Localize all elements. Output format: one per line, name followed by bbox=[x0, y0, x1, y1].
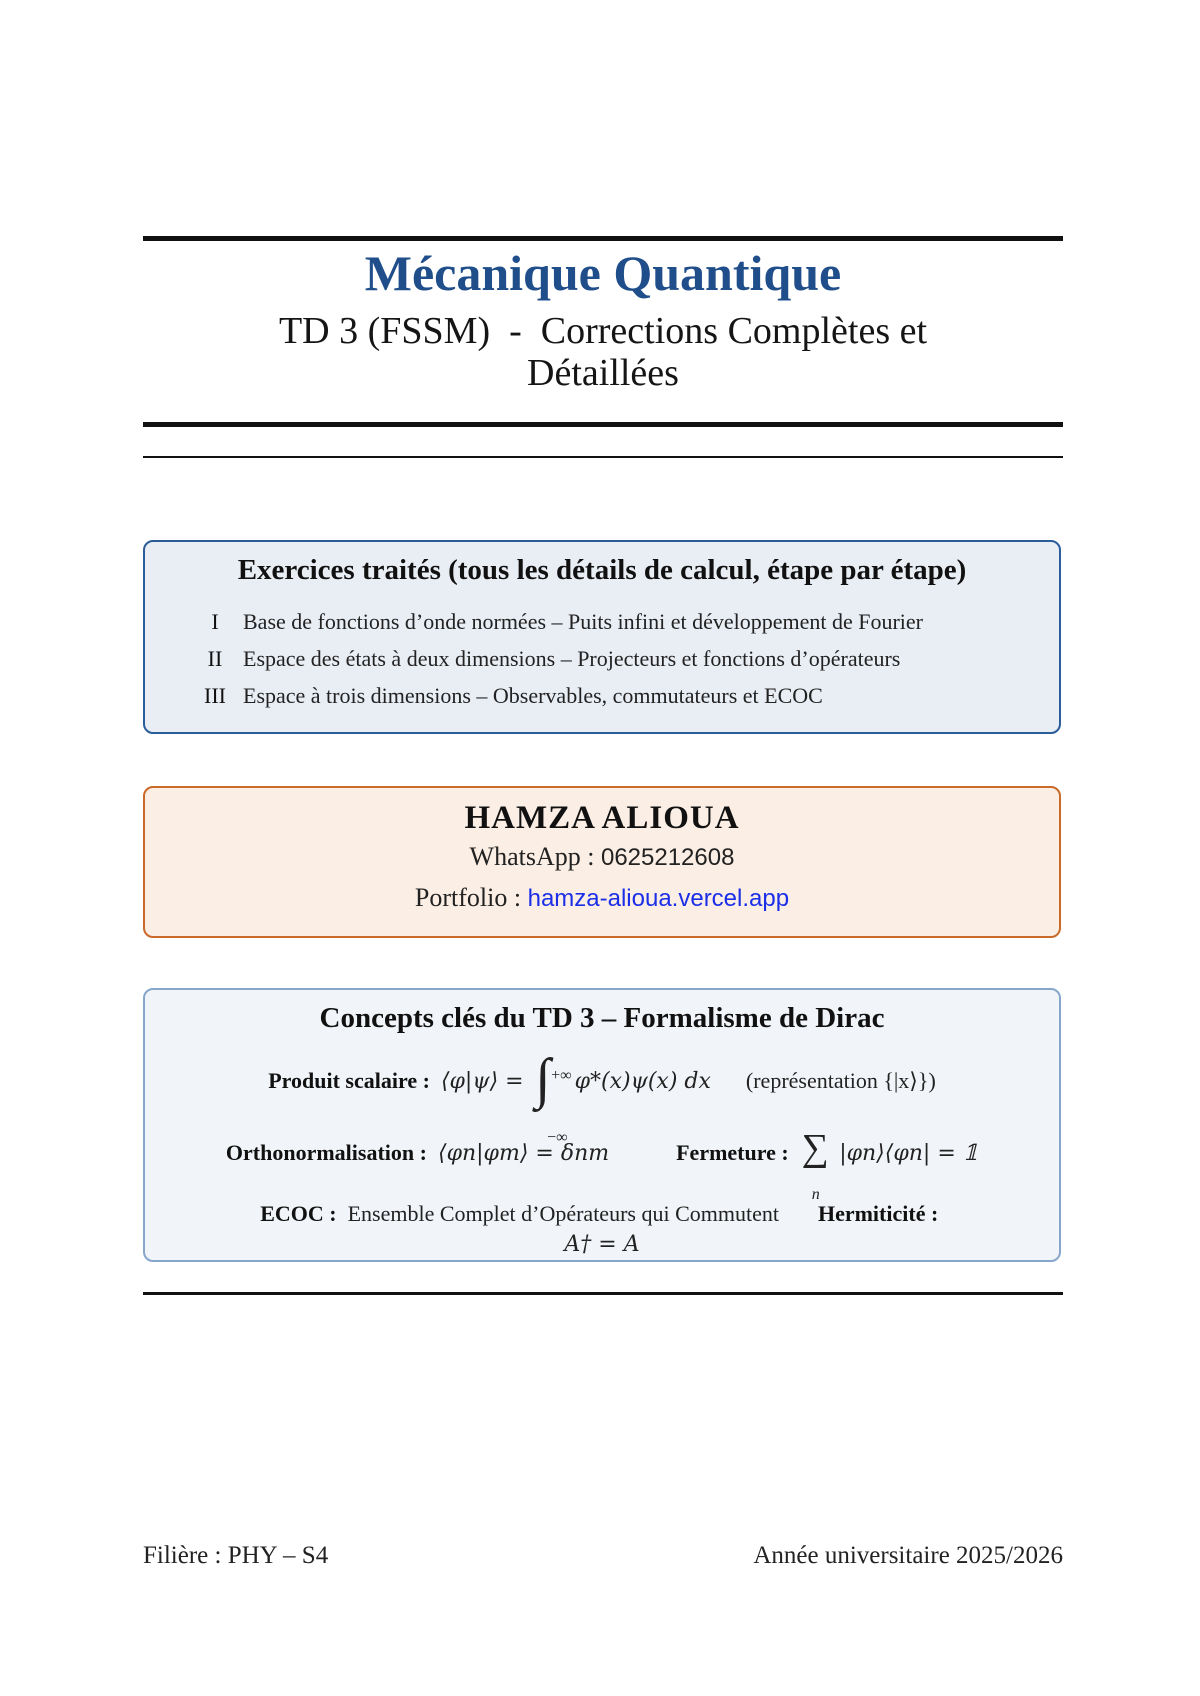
portfolio-link[interactable]: hamza-alioua.vercel.app bbox=[527, 885, 790, 912]
exercises-list bbox=[187, 603, 1059, 714]
ortho-formula: ⟨φn|φm⟩ = δnm bbox=[437, 1141, 610, 1167]
exercises-box bbox=[143, 540, 1061, 734]
ecoc-text: Ensemble Complet d’Opérateurs qui Commutent bbox=[347, 1201, 779, 1226]
integral-lower-bound: −∞ bbox=[547, 1128, 568, 1146]
exercises-heading: Exercices traités (tous les détails de calcul, étape par étape) bbox=[237, 554, 967, 586]
integral-upper-bound: +∞ bbox=[551, 1066, 572, 1084]
portfolio-line bbox=[145, 878, 1059, 919]
list-item bbox=[187, 640, 1059, 677]
ecoc-row bbox=[145, 1199, 1059, 1260]
author-box bbox=[143, 786, 1061, 938]
concepts-heading: Concepts clés du TD 3 – Formalisme de Dirac bbox=[319, 1002, 885, 1034]
subtitle-line-1: TD 3 (FSSM) - Corrections Complètes et bbox=[278, 310, 928, 352]
whatsapp-line bbox=[145, 837, 1059, 878]
title-block bbox=[143, 244, 1063, 394]
top-rule bbox=[143, 236, 1063, 241]
ecoc-label: ECOC : bbox=[260, 1201, 343, 1226]
concepts-box bbox=[143, 988, 1061, 1262]
bottom-rule bbox=[143, 1292, 1063, 1295]
portfolio-label: Portfolio : bbox=[414, 883, 528, 912]
scalar-product-row bbox=[145, 1045, 1059, 1146]
page-title: Mécanique Quantique bbox=[364, 245, 842, 301]
sum-glyph: ∑ bbox=[801, 1127, 829, 1169]
whatsapp-number: 0625212608 bbox=[600, 844, 735, 871]
whatsapp-label: WhatsApp : bbox=[469, 842, 601, 871]
hermiticity-formula: A† = A bbox=[564, 1232, 640, 1257]
integral-sign bbox=[529, 1047, 572, 1146]
sum-index: n bbox=[811, 1186, 820, 1203]
scalar-label: Produit scalaire : bbox=[268, 1068, 436, 1093]
exercise-number: II bbox=[207, 646, 223, 671]
exercise-number: III bbox=[204, 683, 226, 708]
mid-rule bbox=[143, 422, 1063, 427]
exercise-text: Espace à trois dimensions – Observables, commutateurs et ECOC bbox=[243, 683, 823, 708]
exercise-number: I bbox=[211, 609, 219, 634]
scalar-note: (représentation {|x⟩}) bbox=[745, 1068, 936, 1093]
closure-formula: |φn⟩⟨φn| = 𝟙 bbox=[839, 1141, 979, 1167]
thin-rule bbox=[143, 456, 1063, 458]
integral-glyph: ∫ bbox=[535, 1047, 551, 1110]
exercise-text: Espace des états à deux dimensions – Projecteurs et fonctions d’opérateurs bbox=[243, 646, 901, 671]
exercise-text: Base de fonctions d’onde normées – Puits infini et développement de Fourier bbox=[243, 609, 924, 634]
list-item bbox=[187, 677, 1059, 714]
list-item bbox=[187, 603, 1059, 640]
sum-sign bbox=[800, 1127, 834, 1203]
footer-left: Filière : PHY – S4 bbox=[143, 1542, 329, 1569]
footer bbox=[143, 1542, 1063, 1570]
scalar-integrand: φ*(x)ψ(x) dx bbox=[574, 1069, 711, 1094]
scalar-lhs: ⟨φ|ψ⟩ = bbox=[440, 1069, 524, 1094]
closure-label: Fermeture : bbox=[676, 1140, 795, 1166]
page-subtitle bbox=[143, 310, 1063, 394]
hermiticity-label: Hermiticité : bbox=[817, 1201, 944, 1226]
document-page bbox=[143, 0, 1063, 1696]
ortho-label: Orthonormalisation : bbox=[225, 1140, 433, 1166]
subtitle-line-2: Détaillées bbox=[527, 352, 679, 394]
ortho-closure-row bbox=[145, 1127, 1059, 1203]
author-name: HAMZA ALIOUA bbox=[464, 800, 740, 836]
footer-right: Année universitaire 2025/2026 bbox=[753, 1542, 1063, 1569]
